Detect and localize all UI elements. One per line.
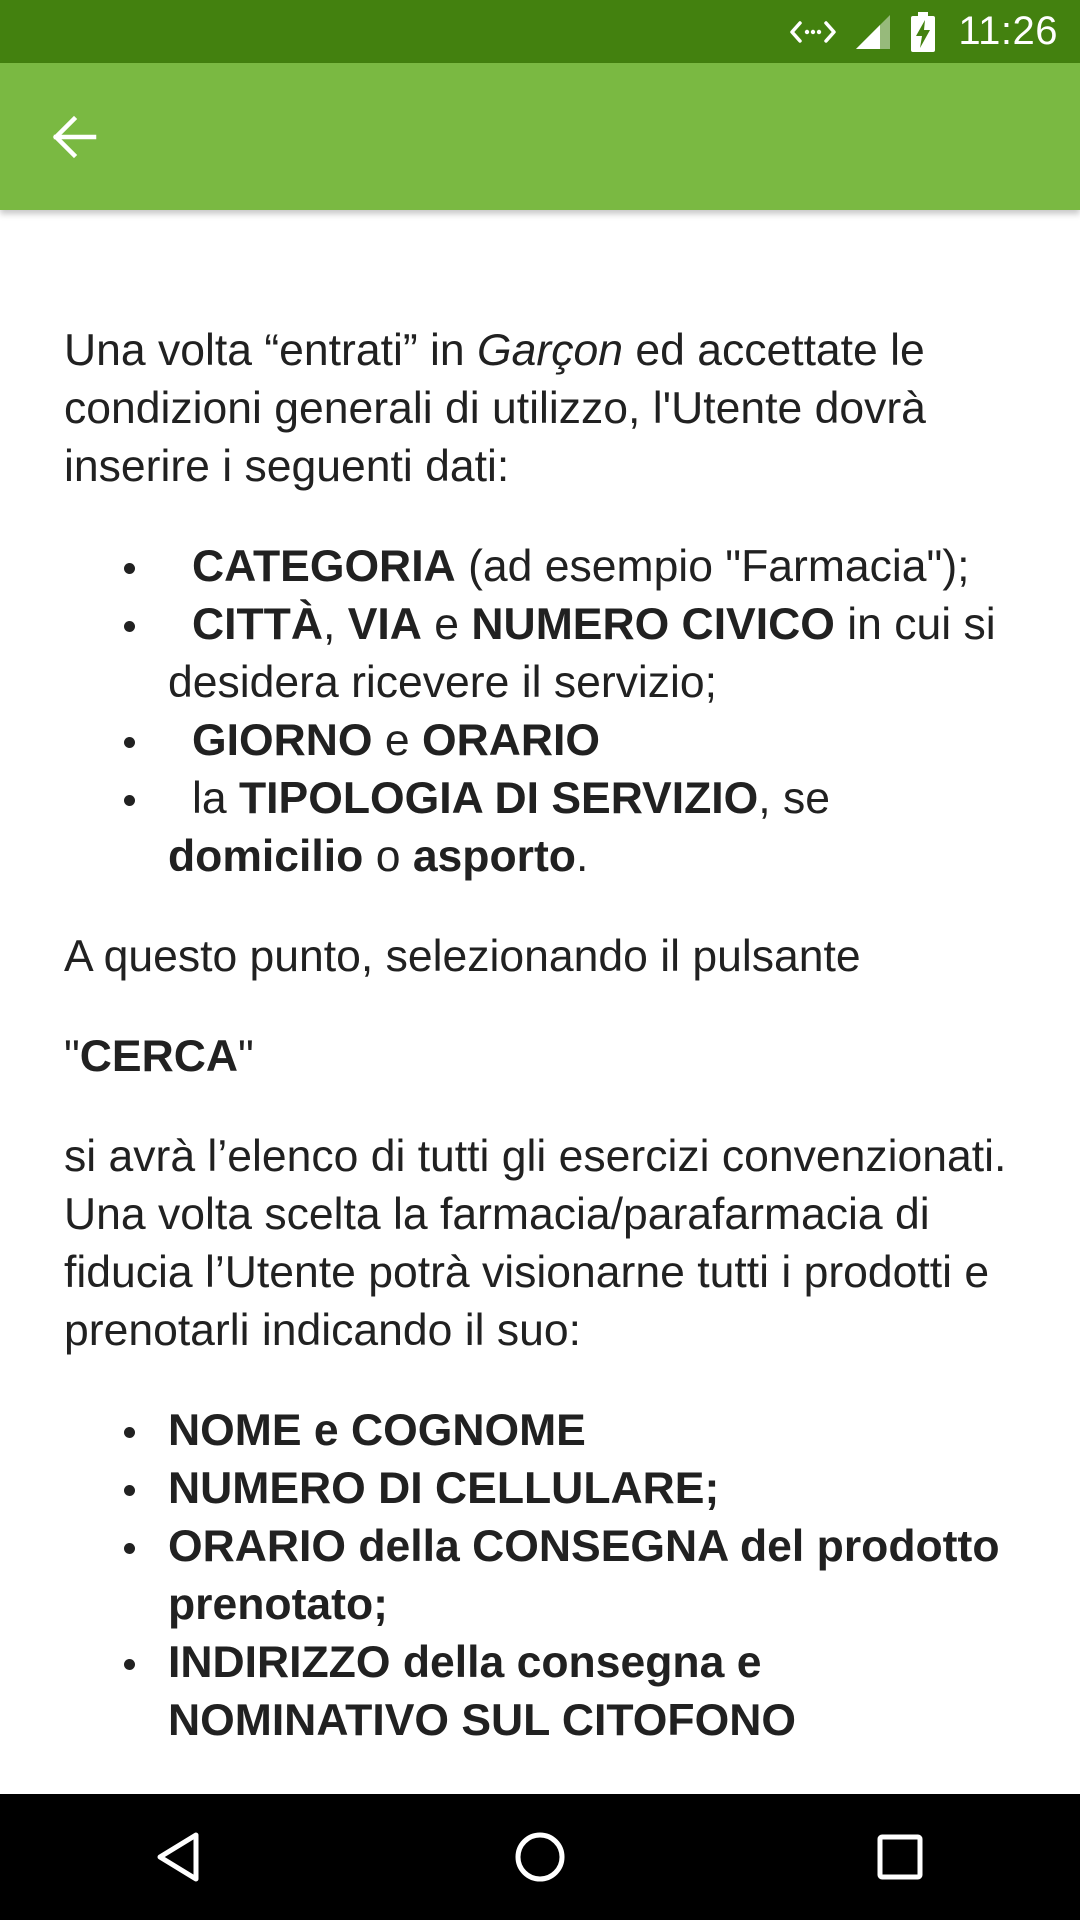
search-label-paragraph: "CERCA": [64, 1032, 254, 1081]
user-data-list: [64, 1402, 1016, 1750]
list-item: NUMERO DI CELLULARE;: [168, 1460, 1016, 1518]
data-transfer-icon: [790, 17, 836, 47]
status-icons: [790, 0, 1058, 63]
list-item: ORARIO della CONSEGNA del prodotto prenotato;: [168, 1518, 1016, 1634]
nav-home-icon: [512, 1829, 568, 1885]
results-paragraph: si avrà l’elenco di tutti gli esercizi convenzionati. Una volta scelta la farmacia/parafarmacia di fiducia l’Utente potrà visionarne tutti i prodotti e prenotarli indicando il suo:: [64, 1132, 1007, 1355]
content-body: [0, 210, 1080, 1750]
search-instruction: A questo punto, selezionando il pulsante: [64, 932, 861, 981]
app-bar: [0, 63, 1080, 210]
intro-paragraph: Una volta “entrati” in Garçon ed accettate le condizioni generali di utilizzo, l'Utente dovrà inserire i seguenti dati:: [64, 326, 926, 491]
content-scroll-area[interactable]: [0, 210, 1080, 1794]
back-button[interactable]: [38, 101, 110, 173]
list-item: CITTÀ, VIA e NUMERO CIVICO in cui si desidera ricevere il servizio;: [168, 596, 1016, 712]
signal-icon: [854, 13, 892, 51]
navigation-bar: [0, 1794, 1080, 1920]
nav-back-button[interactable]: [120, 1797, 240, 1917]
nav-home-button[interactable]: [480, 1797, 600, 1917]
battery-charging-icon: [910, 12, 936, 52]
list-item: CATEGORIA (ad esempio "Farmacia");: [168, 538, 1016, 596]
list-item: la TIPOLOGIA DI SERVIZIO, se domicilio o asporto.: [168, 770, 1016, 886]
list-item: GIORNO e ORARIO: [168, 712, 1016, 770]
list-item: NOME e COGNOME: [168, 1402, 1016, 1460]
arrow-back-icon: [50, 113, 98, 161]
status-bar: [0, 0, 1080, 63]
required-data-list: [64, 538, 1016, 886]
list-item: INDIRIZZO della consegna e NOMINATIVO SUL CITOFONO: [168, 1634, 1016, 1750]
status-time: 11:26: [958, 9, 1058, 53]
nav-recents-icon: [872, 1829, 928, 1885]
nav-recents-button[interactable]: [840, 1797, 960, 1917]
nav-back-icon: [152, 1829, 208, 1885]
search-label: CERCA: [79, 1032, 239, 1081]
app-name: Garçon: [477, 326, 623, 375]
